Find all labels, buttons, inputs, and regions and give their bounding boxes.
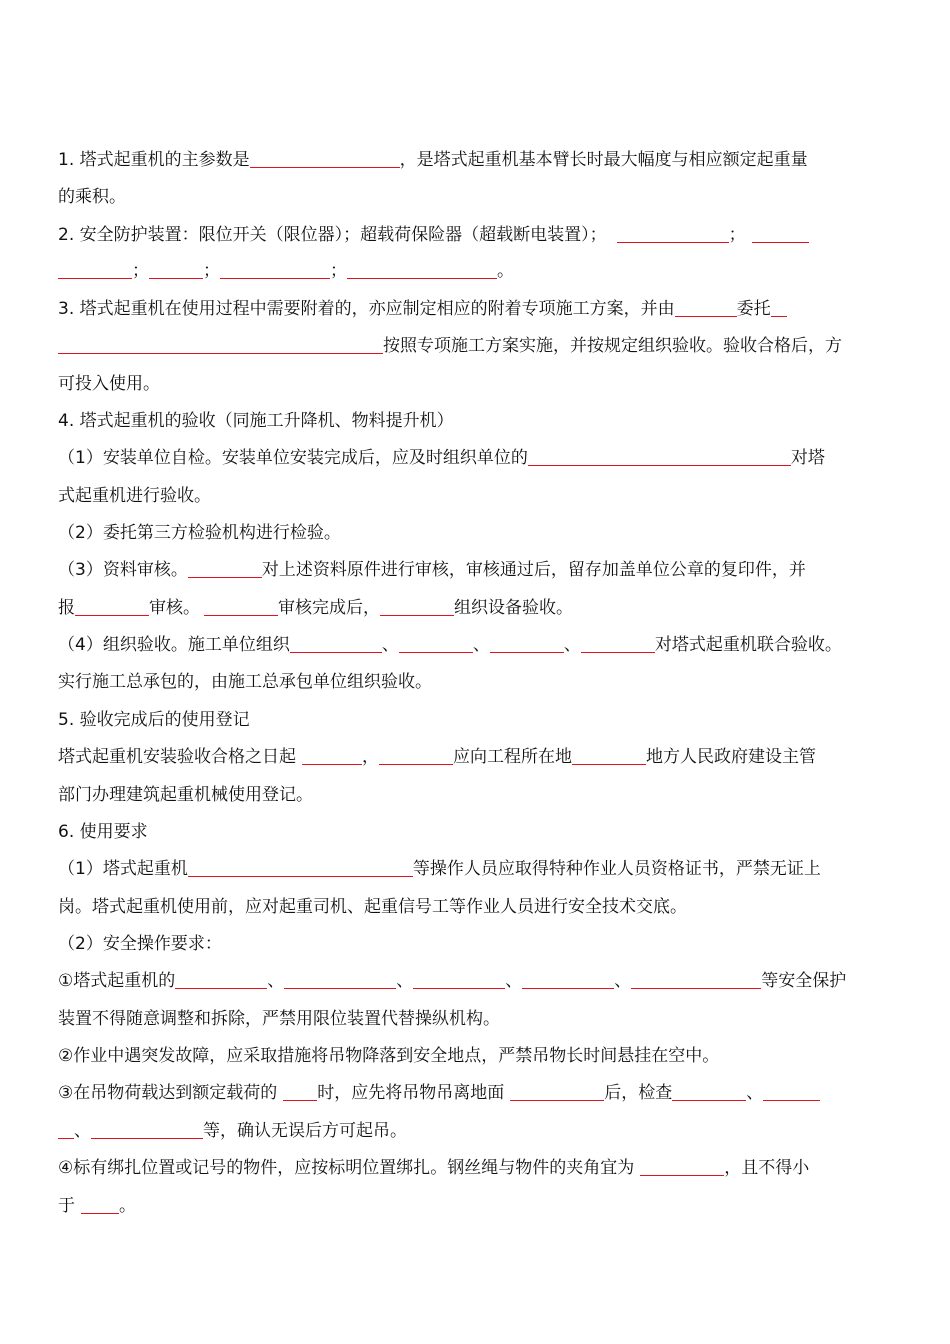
fill-blank[interactable]: [522, 970, 614, 989]
text: 后，检查: [604, 1083, 673, 1103]
fill-blank[interactable]: [58, 260, 132, 279]
fill-blank[interactable]: [188, 559, 262, 578]
text: 对塔式起重机联合验收。: [654, 635, 842, 655]
fill-blank[interactable]: [510, 1082, 604, 1101]
text: 审核。: [149, 598, 200, 618]
text: ，: [362, 747, 379, 767]
fill-blank[interactable]: [581, 634, 655, 653]
q6-1-line-2: [58, 895, 898, 919]
fill-blank[interactable]: [188, 858, 413, 877]
text: 实行施工总承包的，由施工总承包单位组织验收。: [58, 672, 432, 692]
fill-blank[interactable]: [379, 746, 453, 765]
text: 、: [74, 1121, 91, 1141]
text: 、: [396, 971, 414, 991]
text: ；: [728, 225, 746, 245]
text: 地方人民政府建设主管: [646, 747, 816, 767]
text: ，且不得小: [724, 1158, 810, 1178]
text: ②作业中遇突发故障，应采取措施将吊物降落到安全地点，严禁吊物长时间悬挂在空中。: [58, 1046, 720, 1066]
text: 、: [746, 1083, 764, 1103]
fill-blank[interactable]: [175, 970, 267, 989]
text: 的乘积。: [58, 187, 126, 207]
text: 4. 塔式起重机的验收（同施工升降机、物料提升机）: [58, 411, 454, 431]
fill-blank[interactable]: [617, 224, 729, 243]
q6-2-3-line-2: [58, 1119, 898, 1143]
fill-blank[interactable]: [528, 447, 791, 466]
text: （2）安全操作要求：: [58, 934, 222, 954]
text: 6. 使用要求: [58, 822, 148, 842]
text: （1）塔式起重机: [58, 859, 188, 879]
fill-blank[interactable]: [149, 260, 203, 279]
text: ；: [132, 261, 149, 281]
text: 。: [119, 1196, 136, 1216]
text: 1. 塔式起重机的主参数是: [58, 150, 250, 170]
q4-2: [58, 521, 898, 545]
q4-3-line-1: [58, 558, 898, 582]
text: 等安全保护: [761, 971, 847, 991]
fill-blank[interactable]: [399, 634, 473, 653]
text: 2. 安全防护装置：限位开关（限位器）；超载荷保险器（超载断电装置）；: [58, 225, 607, 245]
text: 委托: [736, 299, 771, 319]
q2-line-2: [58, 259, 898, 283]
fill-blank[interactable]: [284, 970, 396, 989]
text: ①塔式起重机的: [58, 971, 176, 991]
text: 、: [505, 971, 523, 991]
text: 。: [497, 261, 514, 281]
text: ；: [203, 261, 220, 281]
q4-4-line-1: [58, 633, 898, 657]
q6-2-4-line-2: [58, 1194, 898, 1218]
q1-line-1: [58, 148, 898, 172]
text: ④标有绑扎位置或记号的物件，应按标明位置绑扎。钢丝绳与物件的夹角宜为: [58, 1158, 635, 1178]
text: ③在吊物荷载达到额定载荷的: [58, 1083, 278, 1103]
text: （4）组织验收。施工单位组织: [58, 635, 290, 655]
fill-blank[interactable]: [250, 149, 400, 168]
text: 、: [381, 635, 399, 655]
fill-blank[interactable]: [283, 1082, 317, 1101]
fill-blank[interactable]: [347, 260, 497, 279]
fill-blank[interactable]: [302, 746, 362, 765]
text: 审核完成后，: [278, 598, 380, 618]
fill-blank[interactable]: [675, 298, 737, 317]
q6-1-line-1: [58, 857, 898, 881]
q6-2-3-line-1: [58, 1081, 898, 1105]
q6-2-1-line-2: [58, 1007, 898, 1031]
q4-1-line-2: [58, 484, 898, 508]
fill-blank[interactable]: [631, 970, 761, 989]
text: 5. 验收完成后的使用登记: [58, 710, 250, 730]
q5-line-2: [58, 783, 898, 807]
text: ，是塔式起重机基本臂长时最大幅度与相应额定起重量: [399, 150, 808, 170]
text: 对上述资料原件进行审核，审核通过后，留存加盖单位公章的复印件，并: [261, 560, 806, 580]
text: 时，应先将吊物吊离地面: [317, 1083, 505, 1103]
text: 、: [614, 971, 632, 991]
q6-2-heading: [58, 932, 898, 956]
q4-4-line-2: [58, 670, 898, 694]
text: 组织设备验收。: [454, 598, 573, 618]
fill-blank[interactable]: [640, 1157, 724, 1176]
q4-3-line-2: [58, 596, 898, 620]
fill-blank[interactable]: [81, 1195, 119, 1214]
text: 3. 塔式起重机在使用过程中需要附着的，亦应制定相应的附着专项施工方案，并由: [58, 299, 675, 319]
fill-blank[interactable]: [220, 260, 330, 279]
q1-line-2: [58, 185, 898, 209]
text: 、: [267, 971, 285, 991]
q2-line-1: [58, 223, 898, 247]
q3-line-1: [58, 297, 898, 321]
fill-blank[interactable]: [413, 970, 505, 989]
text: 于: [58, 1196, 75, 1216]
text: 对塔: [790, 448, 825, 468]
q6-2-4-line-1: [58, 1156, 898, 1180]
text: （3）资料审核。: [58, 560, 188, 580]
q6-2-1-line-1: [58, 969, 898, 993]
fill-blank[interactable]: [752, 224, 809, 243]
text: 、: [472, 635, 490, 655]
fill-blank[interactable]: [672, 1082, 746, 1101]
text: 等操作人员应取得特种作业人员资格证书，严禁无证上: [412, 859, 821, 879]
fill-blank[interactable]: [91, 1120, 203, 1139]
fill-blank[interactable]: [58, 335, 383, 354]
text: 按照专项施工方案实施，并按规定组织验收。验收合格后，方: [383, 336, 842, 356]
fill-blank[interactable]: [490, 634, 564, 653]
q3-line-2: [58, 334, 898, 358]
text: 部门办理建筑起重机械使用登记。: [58, 785, 313, 805]
text: 岗。塔式起重机使用前，应对起重司机、起重信号工等作业人员进行安全技术交底。: [58, 897, 687, 917]
fill-blank[interactable]: [58, 1120, 74, 1139]
fill-blank[interactable]: [75, 597, 149, 616]
text: 式起重机进行验收。: [58, 486, 211, 506]
text: 、: [563, 635, 581, 655]
q3-line-3: [58, 372, 898, 396]
text: ；: [330, 261, 347, 281]
fill-blank[interactable]: [763, 1082, 820, 1101]
q4-heading: [58, 409, 898, 433]
text: 装置不得随意调整和拆除，严禁用限位装置代替操纵机构。: [58, 1009, 500, 1029]
q4-1-line-1: [58, 446, 898, 470]
fill-blank[interactable]: [204, 597, 278, 616]
text: 等，确认无误后方可起吊。: [203, 1121, 407, 1141]
q6-2-2: [58, 1044, 898, 1068]
fill-blank[interactable]: [572, 746, 646, 765]
fill-blank[interactable]: [380, 597, 454, 616]
fill-blank[interactable]: [290, 634, 382, 653]
text: （2）委托第三方检验机构进行检验。: [58, 523, 341, 543]
text: （1）安装单位自检。安装单位安装完成后，应及时组织单位的: [58, 448, 528, 468]
fill-blank[interactable]: [771, 298, 787, 317]
text: 塔式起重机安装验收合格之日起: [58, 747, 296, 767]
text: 报: [58, 598, 75, 618]
q5-heading: [58, 708, 898, 732]
q5-line-1: [58, 745, 898, 769]
q6-heading: [58, 820, 898, 844]
text: 可投入使用。: [58, 374, 160, 394]
text: 应向工程所在地: [453, 747, 572, 767]
